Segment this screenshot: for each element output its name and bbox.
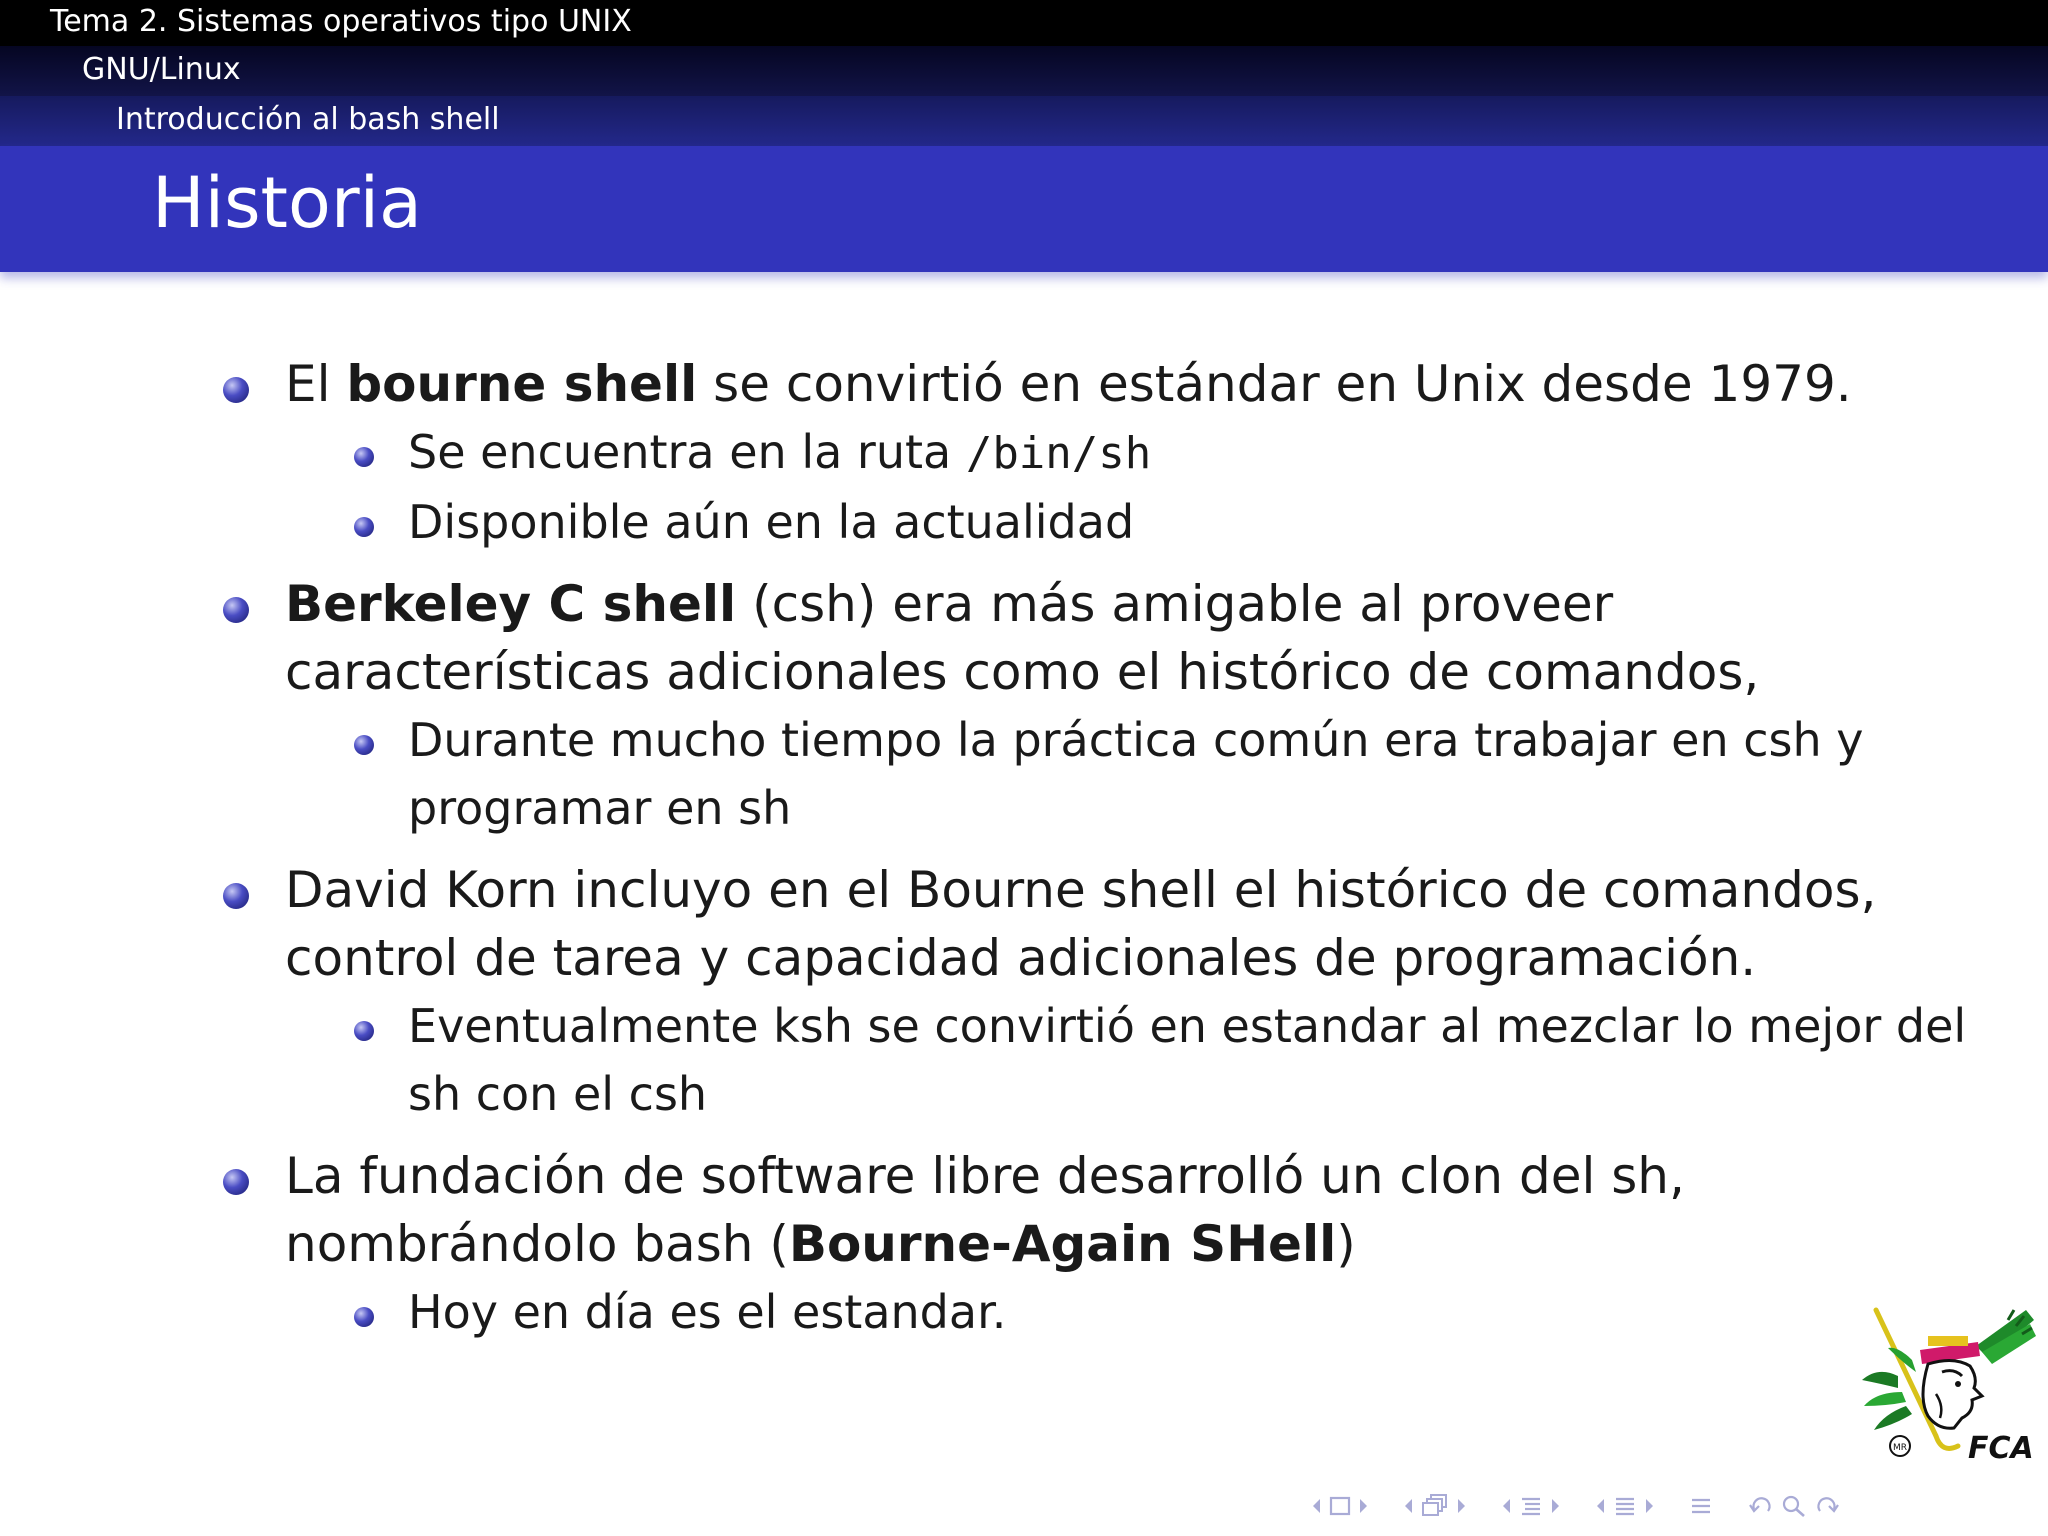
- arrow-left-icon[interactable]: [1310, 1497, 1322, 1515]
- slide-content: [0, 350, 2048, 1346]
- item-bold-term: bourne shell: [346, 355, 698, 413]
- arrow-left-icon[interactable]: [1500, 1497, 1512, 1515]
- header-section-title: Tema 2. Sistemas operativos tipo UNIX: [0, 0, 2048, 46]
- sub-bullet-today: [0, 1278, 2048, 1346]
- bullet-item-bash: [0, 1142, 2048, 1278]
- bullet-ball-icon: [223, 883, 249, 909]
- nav-group-section: [1500, 1494, 1562, 1518]
- sub-bullet-ball-icon: [354, 517, 374, 537]
- sub-bullet-path: [0, 418, 2048, 488]
- sub-bullet-ball-icon: [354, 447, 374, 467]
- search-icon[interactable]: [1780, 1493, 1808, 1519]
- logo-mark-text: FCA: [1968, 1431, 2034, 1466]
- arrow-left-icon[interactable]: [1594, 1497, 1606, 1515]
- arrow-right-icon[interactable]: [1644, 1497, 1656, 1515]
- sub-item-text: Disponible aún en la actualidad: [408, 495, 1135, 549]
- item-text: David Korn incluyo en el Bourne shell el histórico de comandos, control de tarea y capacidad adicionales de programación.: [285, 861, 1877, 987]
- bullet-ball-icon: [223, 1169, 249, 1195]
- item-text: La fundación de software libre desarrolló un clon del sh, nombrándolo bash (: [285, 1147, 1685, 1273]
- arrow-right-icon[interactable]: [1456, 1497, 1468, 1515]
- sub-item-text: Eventualmente ksh se convirtió en estandar al mezclar lo mejor del sh con el csh: [408, 999, 1967, 1121]
- frame-title: Historia: [152, 162, 422, 244]
- nav-group-subsection: [1402, 1493, 1468, 1519]
- sub-bullet-ball-icon: [354, 1307, 374, 1327]
- frame-icon[interactable]: [1328, 1495, 1352, 1517]
- subsection-icon[interactable]: [1420, 1493, 1450, 1519]
- item-bold-term: Berkeley C shell: [285, 575, 737, 633]
- nav-group-search: [1746, 1493, 1842, 1519]
- sub-bullet-ball-icon: [354, 735, 374, 755]
- item-text: ): [1336, 1215, 1356, 1273]
- beamer-navigation-bar: [1310, 1488, 1842, 1524]
- arrow-left-icon[interactable]: [1402, 1497, 1414, 1515]
- sub-item-text: Se encuentra en la ruta: [408, 425, 966, 479]
- arrow-right-icon[interactable]: [1358, 1497, 1370, 1515]
- item-text: se convirtió en estándar en Unix desde 1979.: [697, 355, 1852, 413]
- sub-bullet-ball-icon: [354, 1021, 374, 1041]
- outline-icon[interactable]: [1688, 1494, 1714, 1518]
- sub-bullet-available: [0, 488, 2048, 556]
- section-icon[interactable]: [1518, 1494, 1544, 1518]
- header-subsubsection-title: Introducción al bash shell: [0, 96, 2048, 146]
- bullet-item-csh: [0, 570, 2048, 706]
- registered-mark: MR: [1892, 1443, 1908, 1453]
- nav-group-document: [1594, 1494, 1656, 1518]
- back-icon[interactable]: [1746, 1493, 1774, 1519]
- nav-group-frame: [1310, 1495, 1370, 1517]
- forward-icon[interactable]: [1814, 1493, 1842, 1519]
- code-path: /bin/sh: [965, 428, 1152, 479]
- item-bold-term: Bourne-Again SHell: [788, 1215, 1337, 1273]
- frame-title-bar: [0, 146, 2048, 272]
- document-icon[interactable]: [1612, 1494, 1638, 1518]
- header-subsection-title: GNU/Linux: [0, 46, 2048, 96]
- bullet-item-bourne: [0, 350, 2048, 418]
- sub-bullet-ksh: [0, 992, 2048, 1128]
- bullet-ball-icon: [223, 377, 249, 403]
- bullet-item-korn: [0, 856, 2048, 992]
- fca-logo-icon: [1858, 1306, 2038, 1466]
- sub-bullet-practice: [0, 706, 2048, 842]
- sub-item-text: Durante mucho tiempo la práctica común era trabajar en csh y programar en sh: [408, 713, 1864, 835]
- bullet-ball-icon: [223, 597, 249, 623]
- item-text: El: [285, 355, 347, 413]
- item-text: (csh) era más amigable al proveer características adicionales como el histórico de comandos,: [285, 575, 1760, 701]
- sub-item-text: Hoy en día es el estandar.: [408, 1285, 1007, 1339]
- arrow-right-icon[interactable]: [1550, 1497, 1562, 1515]
